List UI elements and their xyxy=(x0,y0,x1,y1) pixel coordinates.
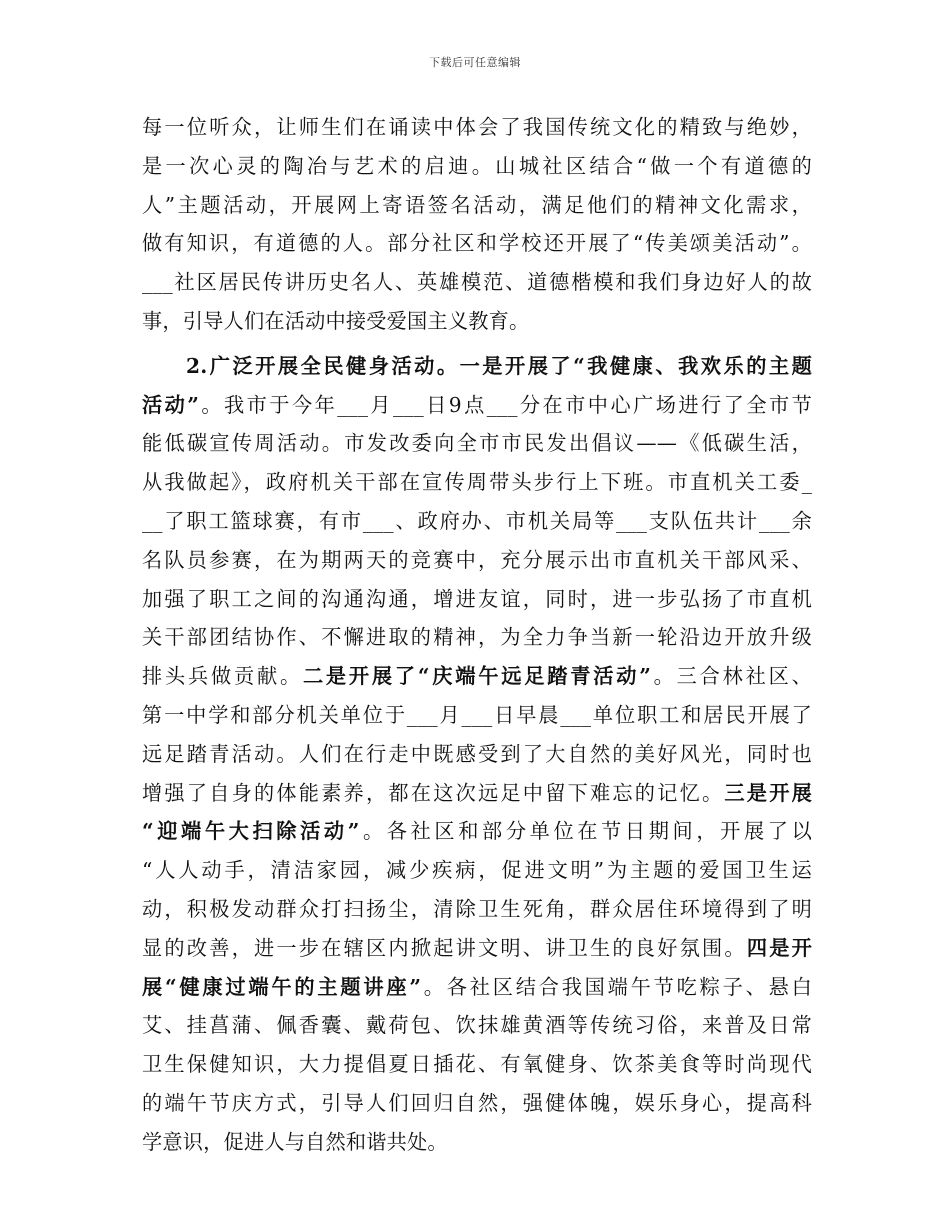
text-line: “人人动手，清洁家园，减少疾病，促进文明”为主题的爱国卫生运 xyxy=(142,858,812,883)
text-line xyxy=(142,812,812,851)
text-line xyxy=(142,929,812,968)
bold-heading: 活动” xyxy=(142,392,200,417)
paragraph-1 xyxy=(142,108,812,341)
text-line: 每一位听众，让师生们在诵读中体会了我国传统文化的精致与绝妙， xyxy=(142,115,812,139)
text-span: 增强了自身的体能素养，都在这次远足中留下难忘的记忆。 xyxy=(142,780,725,805)
text-span: 排头兵做贡献。 xyxy=(142,664,303,689)
text-line: 远足踏青活动。人们在行走中既感受到了大自然的美好风光，同时也 xyxy=(142,741,812,766)
paragraph-2 xyxy=(142,347,812,1162)
text-line: 人”主题活动，开展网上寄语签名活动，满足他们的精神文化需求， xyxy=(142,192,812,217)
bold-heading: 二是开展了“庆端午远足踏青活动” xyxy=(302,664,652,689)
text-line: 卫生保健知识，大力提倡夏日插花、有氧健身、饮茶美食等时尚现代 xyxy=(142,1052,812,1077)
text-line: 关干部团结协作、不懈进取的精神，为全力争当新一轮沿边开放升级 xyxy=(142,625,812,650)
bold-heading: 三是开展 xyxy=(724,780,812,805)
text-line: ___社区居民传讲历史名人、英雄模范、道德楷模和我们身边好人的故 xyxy=(142,270,812,295)
text-line: 艾、挂菖蒲、佩香囊、戴荷包、饮抹雄黄酒等传统习俗，来普及日常 xyxy=(142,1013,812,1038)
text-line xyxy=(142,386,812,425)
text-span: 。我市于今年___月___日9点___分在市中心广场进行了全市节 xyxy=(199,392,812,417)
text-line: 的端午节庆方式，引导人们回归自然，强健体魄，娱乐身心，提高科 xyxy=(142,1090,812,1115)
text-line: 加强了职工之间的沟通沟通，增进友谊，同时，进一步弘扬了市直机 xyxy=(142,586,812,611)
page-header: 下载后可任意编辑 xyxy=(429,56,521,69)
text-line: 第一中学和部分机关单位于___月___日早晨___单位职工和居民开展了 xyxy=(142,702,812,727)
text-line: 名队员参赛，在为期两天的竞赛中，充分展示出市直机关干部风采、 xyxy=(142,547,812,572)
text-line: 是一次心灵的陶冶与艺术的启迪。山城社区结合“做一个有道德的 xyxy=(142,153,812,178)
bold-heading: “迎端午大扫除活动” xyxy=(142,819,360,844)
document-body xyxy=(142,108,812,1162)
text-line xyxy=(142,774,812,813)
text-span: 显的改善，进一步在辖区内掀起讲文明、讲卫生的良好氛围。 xyxy=(142,935,747,960)
text-line: 能低碳宣传周活动。市发改委向全市市民发出倡议——《低碳生活， xyxy=(142,431,812,456)
text-line: 从我做起》，政府机关干部在宣传周带头步行上下班。市直机关工委_ xyxy=(142,470,812,495)
bold-heading: 展“健康过端午的主题讲座” xyxy=(142,974,422,999)
text-span: 。各社区和部分单位在节日期间，开展了以 xyxy=(359,819,812,844)
text-line: 动，积极发动群众打扫扬尘，清除卫生死角，群众居住环境得到了明 xyxy=(142,896,812,921)
text-line xyxy=(142,657,812,696)
text-line: 做有知识，有道德的人。部分社区和学校还开展了“传美颂美活动”。 xyxy=(142,231,812,256)
text-span: 。各社区结合我国端午节吃粽子、悬白 xyxy=(421,974,812,999)
bold-heading: 2.广泛开展全民健身活动。一是开展了“我健康、我欢乐的主题 xyxy=(186,353,812,378)
text-line: __了职工篮球赛，有市___、政府办、市机关局等___支队伍共计___余 xyxy=(142,508,812,533)
text-line xyxy=(142,347,812,386)
text-line xyxy=(142,968,812,1007)
bold-heading: 四是开 xyxy=(746,935,813,960)
text-span: 。三合林社区、 xyxy=(651,664,812,689)
text-line: 学意识，促进人与自然和谐共处。 xyxy=(142,1129,448,1154)
text-line: 事，引导人们在活动中接受爱国主义教育。 xyxy=(142,308,530,333)
